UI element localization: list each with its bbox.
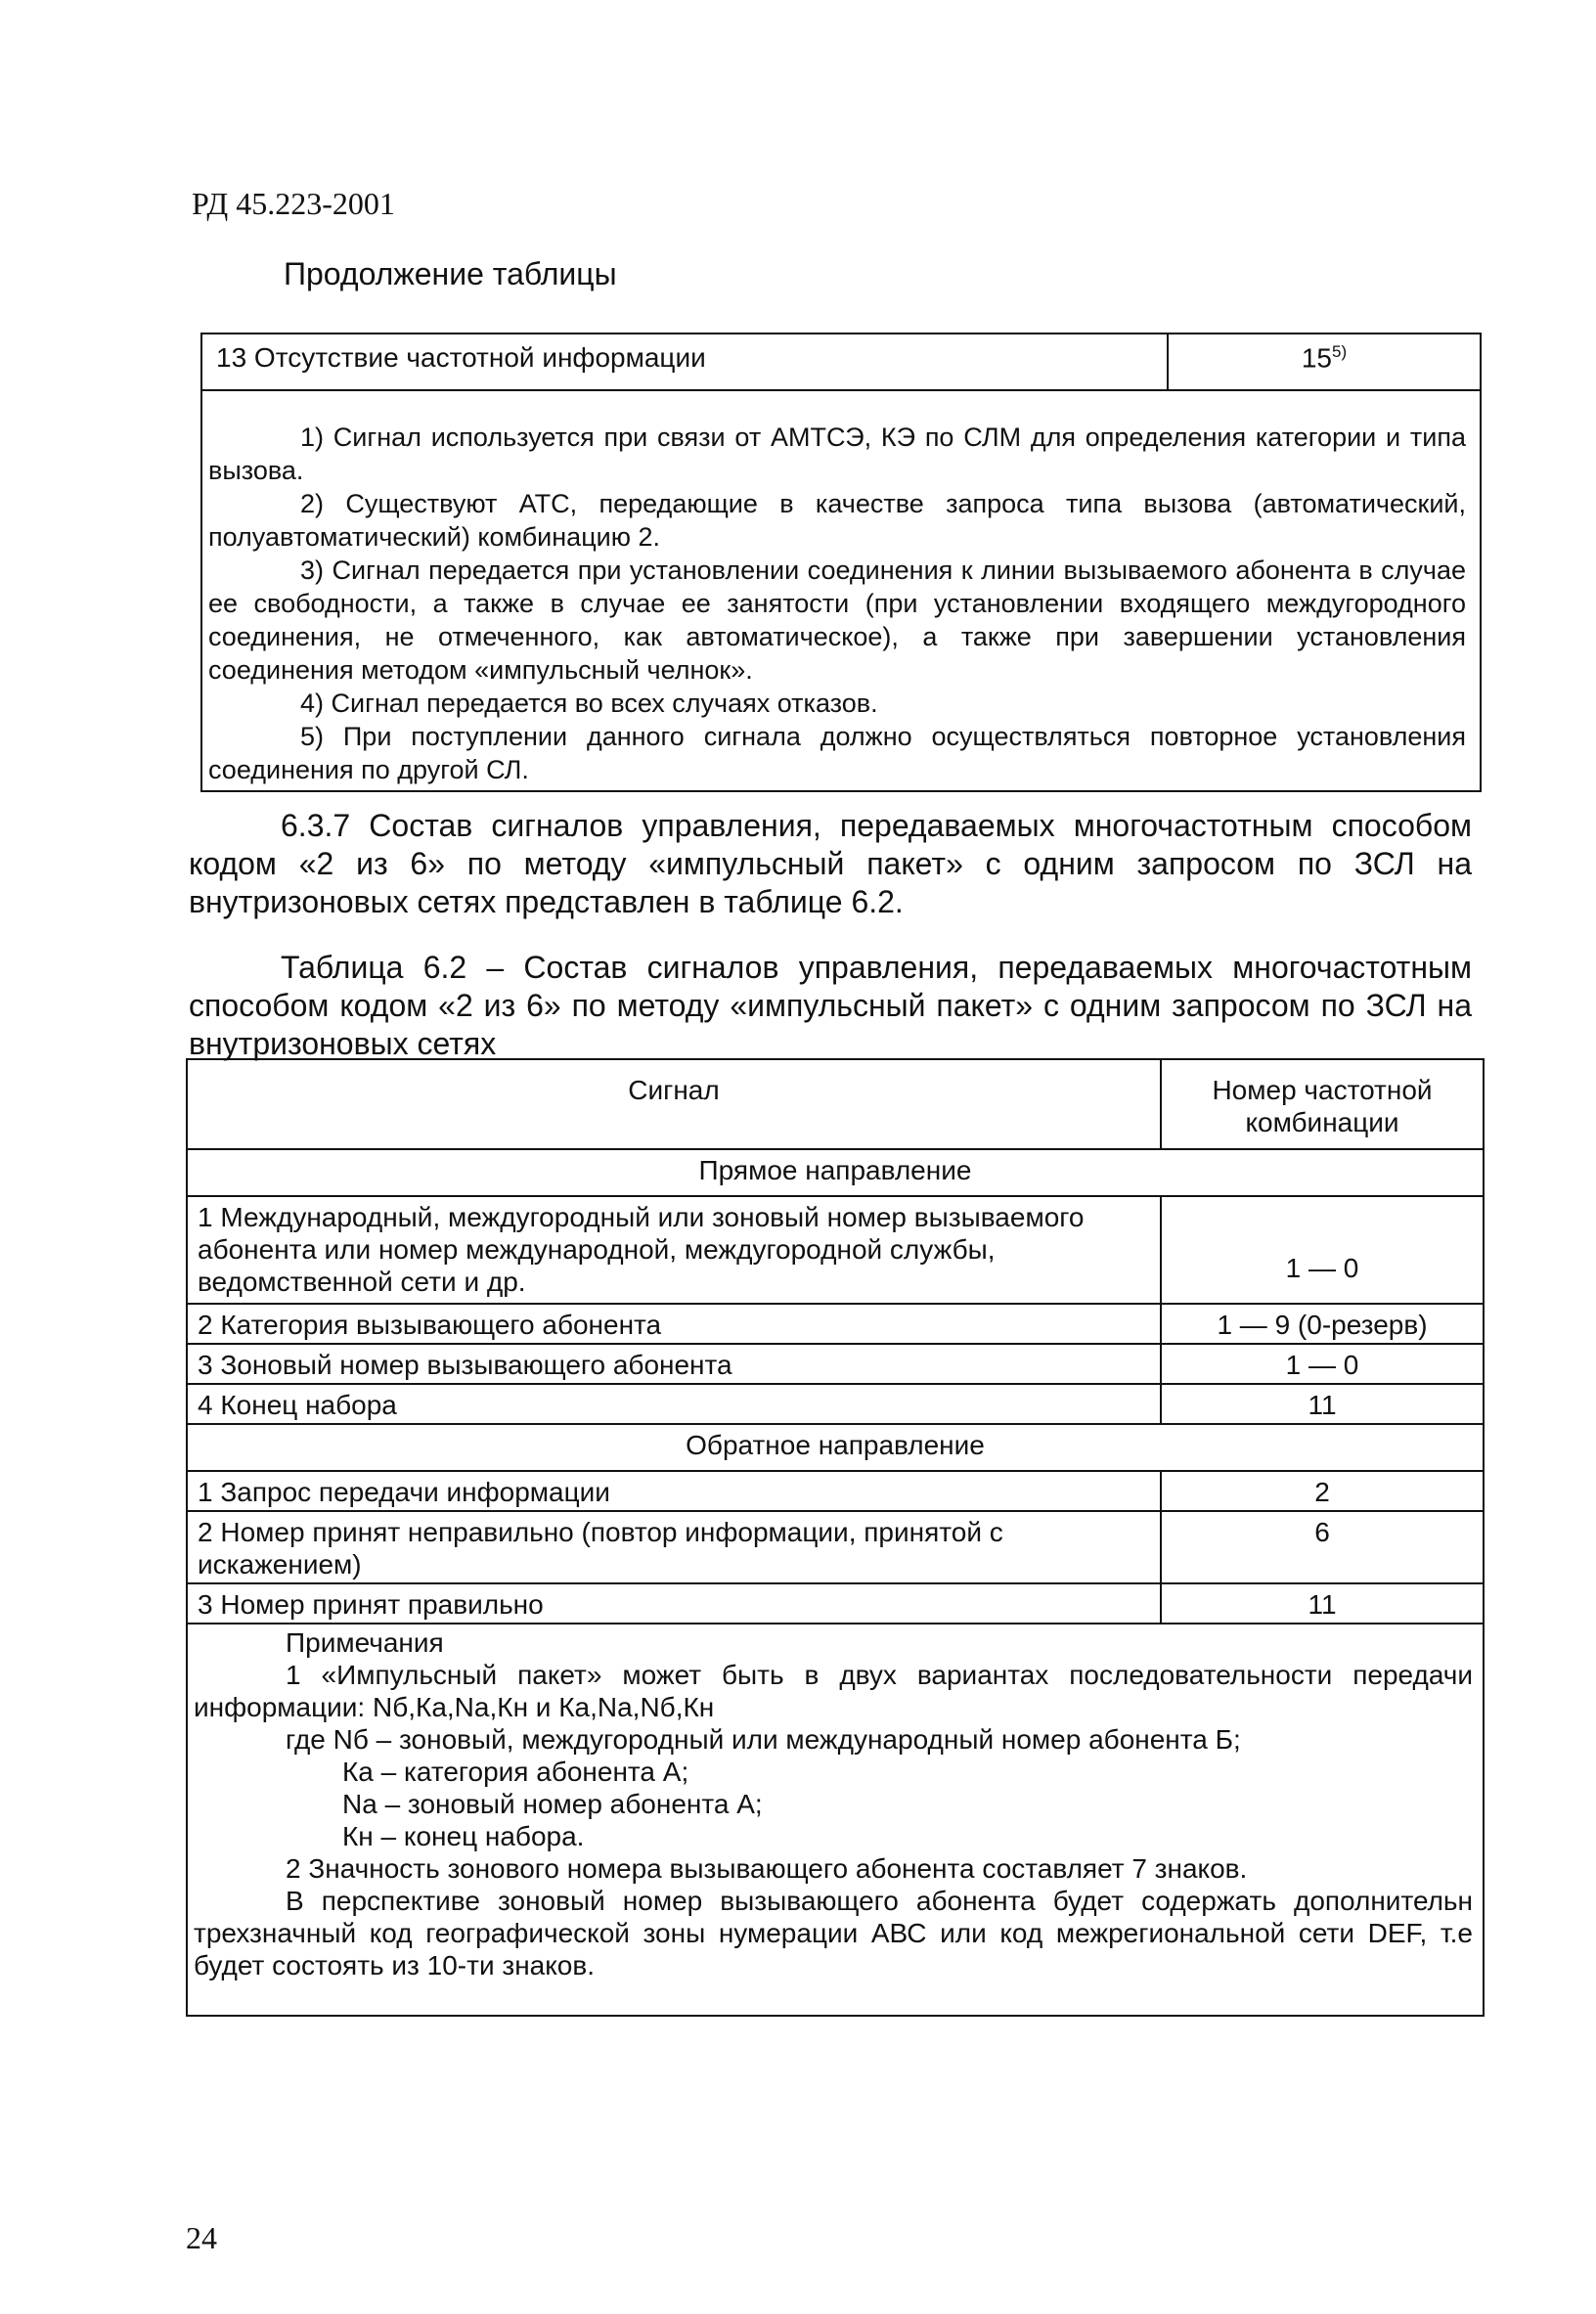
table-row bbox=[187, 1384, 1484, 1424]
footnote-1: 1) Сигнал используется при связи от АМТСЭ, КЭ по СЛМ для определения категории и типа вызова. bbox=[208, 423, 1466, 485]
signal-cell: 1 Запрос передачи информации bbox=[187, 1471, 1161, 1511]
note-where: где Nб – зоновый, междугородный или международный номер абонента Б; bbox=[286, 1724, 1241, 1755]
footnote-5: 5) При поступлении данного сигнала должно осуществляться повторное установления соединения по другой СЛ. bbox=[208, 722, 1466, 784]
signal-cell: 3 Номер принят правильно bbox=[187, 1583, 1161, 1624]
section-row bbox=[187, 1149, 1484, 1196]
number-cell: 1 — 0 bbox=[1161, 1196, 1484, 1304]
signal-cell: 4 Конец набора bbox=[187, 1384, 1161, 1424]
number-cell: 6 bbox=[1161, 1511, 1484, 1583]
paragraph-text: 6.3.7 Состав сигналов управления, передаваемых многочастотным способом кодом «2 из 6» по методу «импульсный пакет» с одним запросом по ЗСЛ на внутризоновых сетях представлен в таблице 6.2. bbox=[189, 808, 1472, 919]
combination-number: 15 bbox=[1301, 342, 1333, 374]
note-def-na: Nа – зоновый номер абонента А; bbox=[342, 1789, 763, 1819]
table-row bbox=[187, 1471, 1484, 1511]
section-forward: Прямое направление bbox=[187, 1149, 1484, 1196]
footnote-4: 4) Сигнал передается во всех случаях отказов. bbox=[300, 689, 878, 718]
combination-number-cell bbox=[1168, 334, 1481, 390]
number-cell: 11 bbox=[1161, 1384, 1484, 1424]
footnote-marker: 5) bbox=[1332, 342, 1348, 361]
table-row bbox=[187, 1344, 1484, 1384]
footnotes-cell bbox=[201, 390, 1481, 791]
table-row bbox=[187, 1511, 1484, 1583]
signal-name-cell: 13 Отсутствие частотной информации bbox=[201, 334, 1168, 390]
note-3: В перспективе зоновый номер вызывающего абонента будет содержать дополнительн трехзначный код географической зоны нумерации АВС или код межрегиональной сети DEF, т.е будет состоять из 10-ти знаков. bbox=[194, 1886, 1473, 1980]
notes-cell bbox=[187, 1624, 1484, 2016]
page-number: 24 bbox=[186, 2220, 217, 2255]
table-header-row bbox=[187, 1059, 1484, 1149]
section-row bbox=[187, 1424, 1484, 1471]
footnote-3: 3) Сигнал передается при установлении соединения к линии вызываемого абонента в случае ее свободности, а также в случае ее занятости (при установлении входящего междугородного соединения, не отмеченного, как автоматическое), а также при завершении установления соединения методом «импульсный челнок». bbox=[208, 556, 1466, 685]
table-row bbox=[187, 1624, 1484, 2016]
table-row bbox=[187, 1304, 1484, 1344]
note-def-kn: Кн – конец набора. bbox=[342, 1821, 585, 1851]
number-cell: 11 bbox=[1161, 1583, 1484, 1624]
signal-cell: 2 Категория вызывающего абонента bbox=[187, 1304, 1161, 1344]
table-caption bbox=[189, 949, 1472, 1063]
notes-heading: Примечания bbox=[286, 1627, 444, 1658]
table-row bbox=[187, 1583, 1484, 1624]
footnote-2: 2) Существуют АТС, передающие в качестве запроса типа вызова (автоматический, полуавтоматический) комбинацию 2. bbox=[208, 489, 1466, 552]
number-cell: 2 bbox=[1161, 1471, 1484, 1511]
number-cell: 1 — 0 bbox=[1161, 1344, 1484, 1384]
table-6-2 bbox=[186, 1058, 1485, 2017]
signal-cell: 3 Зоновый номер вызывающего абонента bbox=[187, 1344, 1161, 1384]
document-code: РД 45.223-2001 bbox=[192, 186, 395, 221]
paragraph-6-3-7 bbox=[189, 807, 1472, 921]
section-backward: Обратное направление bbox=[187, 1424, 1484, 1471]
column-header-number: Номер частотной комбинации bbox=[1161, 1059, 1484, 1149]
note-2: 2 Значность зонового номера вызывающего абонента составляет 7 знаков. bbox=[286, 1853, 1248, 1884]
note-1: 1 «Импульсный пакет» может быть в двух вариантах последовательности передачи информации: Nб,Ка,Nа,Кн и Ка,Nа,Nб,Кн bbox=[194, 1660, 1473, 1722]
signal-cell: 1 Международный, междугородный или зоновый номер вызываемого абонента или номер международной, междугородной службы, ведомственной сети и др. bbox=[187, 1196, 1161, 1304]
table-row bbox=[187, 1196, 1484, 1304]
caption-text: Таблица 6.2 – Состав сигналов управления, передаваемых многочастотным способом кодом «2 из 6» по методу «импульсный пакет» с одним запросом по ЗСЛ на внутризоновых сетях bbox=[189, 950, 1472, 1061]
note-def-ka: Ка – категория абонента А; bbox=[342, 1757, 689, 1787]
table-row bbox=[201, 334, 1481, 390]
continuation-title: Продолжение таблицы bbox=[284, 256, 617, 291]
table-continuation bbox=[200, 333, 1482, 792]
signal-cell: 2 Номер принят неправильно (повтор информации, принятой с искажением) bbox=[187, 1511, 1161, 1583]
number-cell: 1 — 9 (0-резерв) bbox=[1161, 1304, 1484, 1344]
column-header-signal: Сигнал bbox=[187, 1059, 1161, 1149]
table-row bbox=[201, 390, 1481, 791]
